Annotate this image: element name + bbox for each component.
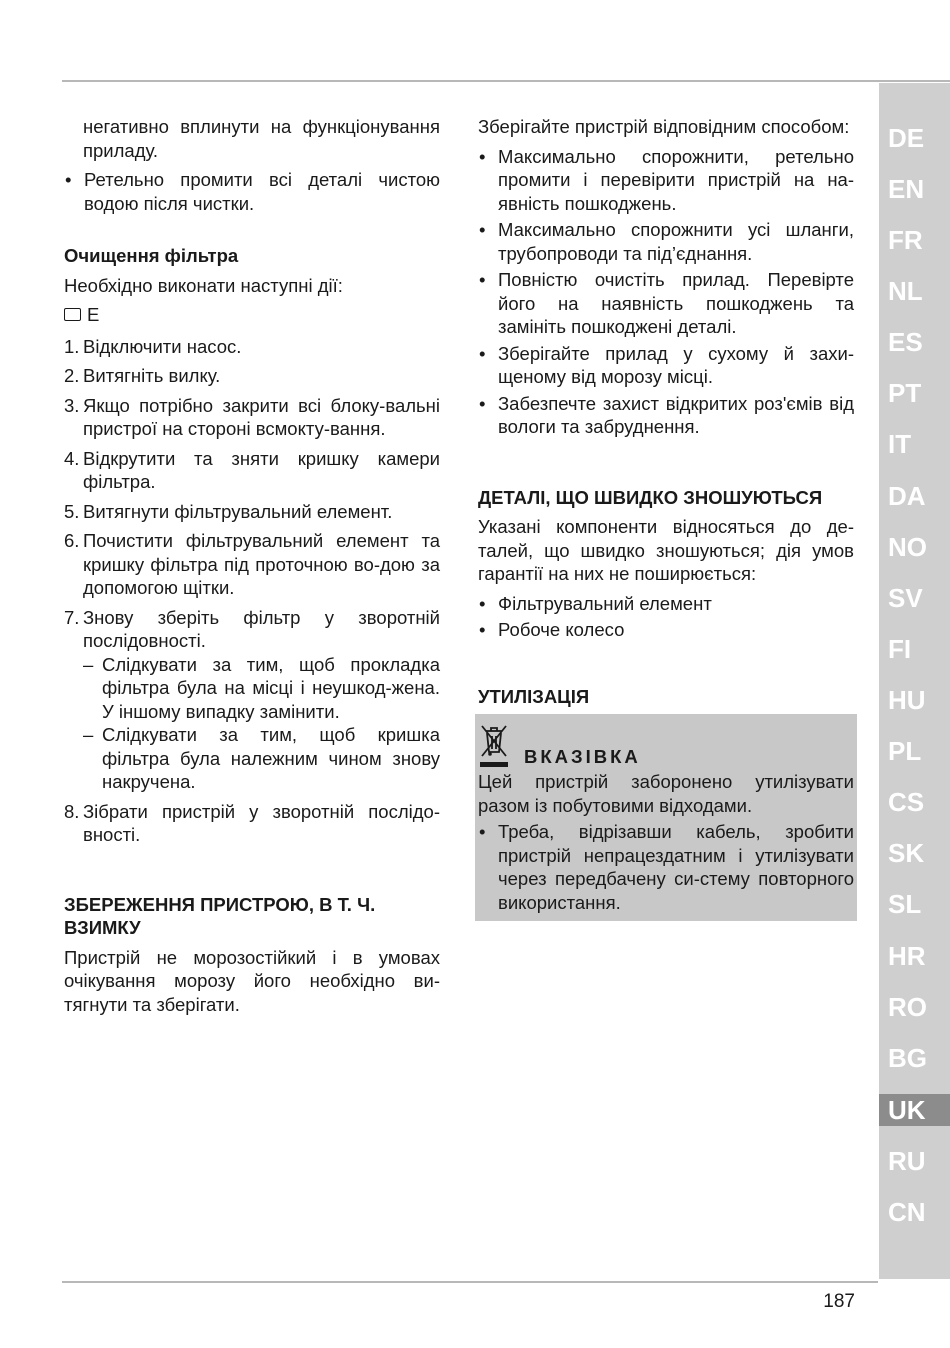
step-item [64, 335, 440, 359]
step-text: Витягніть вилку. [83, 365, 221, 386]
storage-continuation: Зберігайте пристрій відповідним способом: [478, 116, 850, 137]
storage-heading: ЗБЕРЕЖЕННЯ ПРИСТРОЮ, В Т. Ч. ВЗИМКУ [64, 893, 376, 938]
step-number: 6. [64, 530, 80, 551]
language-tab-es[interactable]: ES [888, 327, 923, 357]
disposal-note [475, 714, 857, 921]
top-rule [62, 80, 950, 82]
left-column [64, 115, 440, 1016]
step-7-substeps [83, 653, 440, 794]
step-number: 3. [64, 394, 80, 416]
wear-parts-bullets [478, 592, 854, 642]
language-tab-fr[interactable]: FR [888, 225, 923, 255]
page-number: 187 [823, 1291, 855, 1312]
step-text: Витягнути фільтрувальний елемент. [83, 500, 393, 522]
language-tab-nl[interactable]: NL [888, 276, 923, 306]
crossed-out-bin-icon [478, 722, 510, 768]
note-text: Цей пристрій заборонено утилізувати разом із побутовими відходами. [478, 771, 854, 816]
language-tab-hr[interactable]: HR [888, 941, 926, 971]
step-number: 1. [64, 335, 80, 357]
list-item: • Робоче колесо [478, 618, 854, 642]
language-tab-cn[interactable]: CN [888, 1197, 926, 1227]
step-text: Відкрутити та зняти кришку камери фільтра. [83, 447, 440, 492]
language-tab-pt[interactable]: PT [888, 378, 922, 408]
step-text: Почистити фільтрувальний елемент та кришку фільтра під проточною во-дою за допомогою щітки. [83, 530, 440, 598]
language-tab-fi[interactable]: FI [888, 634, 912, 664]
bottom-rule [62, 1281, 878, 1283]
step-item [64, 447, 440, 494]
figure-reference [64, 303, 99, 327]
step-item [64, 529, 440, 600]
storage-bullets [478, 145, 854, 439]
step-text: Якщо потрібно закрити всі блоку-вальні пристрої на стороні всмокту-вання. [83, 394, 440, 439]
language-tab-sk[interactable]: SK [888, 838, 925, 868]
step-number: 5. [64, 500, 80, 522]
language-tab-ru[interactable]: RU [888, 1146, 926, 1176]
step-number: 2. [64, 365, 80, 386]
step-number: 7. [64, 606, 80, 628]
intro-continuation: негативно вплинути на функціонування приладу. [83, 116, 440, 161]
wear-parts-text: Указані компоненти відносяться до де-талей, що швидко зношуються; дія умов гарантії на них не поширюється: [478, 516, 854, 584]
language-tab-hu[interactable]: HU [888, 685, 926, 715]
filter-intro: Необхідно виконати наступні дії: [64, 274, 343, 296]
step-item [64, 394, 440, 441]
list-item: • Фільтрувальний елемент [478, 592, 854, 616]
step-item [64, 364, 440, 388]
language-tab-en[interactable]: EN [888, 174, 925, 204]
language-tab-da[interactable]: DA [888, 481, 926, 511]
language-tab-de[interactable]: DE [888, 123, 925, 153]
list-item: • Ретельно промити всі деталі чистою водою після чистки. [64, 168, 440, 215]
filter-steps [64, 335, 440, 847]
step-item [64, 500, 440, 524]
language-tab-it[interactable]: IT [888, 429, 912, 459]
language-tab-no[interactable]: NO [888, 532, 927, 562]
language-tab-sl[interactable]: SL [888, 889, 922, 919]
step-text: Відключити насос. [83, 335, 242, 357]
step-item [64, 800, 440, 847]
list-item: • Максимально спорожнити усі шланги, трубопроводи та під’єднання. [478, 218, 854, 265]
filter-cleaning-heading: Очищення фільтра [64, 245, 239, 266]
list-item: • Повністю очистіть прилад. Перевірте його на наявність пошкоджень та замініть пошкоджені деталі. [478, 268, 854, 339]
list-item: • Максимально спорожнити, ретельно промити і перевірити пристрій на на-явність пошкоджень. [478, 145, 854, 216]
list-item: • Треба, відрізавши кабель, зробити пристрій непрацездатним і утилізувати через передбачену си-стему повторного використання. [478, 820, 854, 914]
right-column [478, 115, 854, 921]
language-tab-pl[interactable]: PL [888, 736, 922, 766]
substep-item: – Слідкувати за тим, щоб прокладка фільтра була на місці і неушкод-жена. У іншому випадку замінити. [83, 653, 440, 724]
step-item [64, 606, 440, 794]
step-number: 4. [64, 447, 80, 469]
intro-bullets [64, 168, 440, 215]
language-sidebar [879, 83, 950, 1279]
list-item: • Забезпечте захист відкритих роз'ємів від вологи та забруднення. [478, 392, 854, 439]
note-bullets [478, 820, 854, 914]
substep-item: – Слідкувати за тим, щоб кришка фільтра була належним чином знову накручена. [83, 723, 440, 794]
list-item: • Зберігайте прилад у сухому й захи-щеному від морозу місці. [478, 342, 854, 389]
step-text: Зібрати пристрій у зворотній послідо-вності. [83, 800, 440, 845]
wear-parts-heading: ДЕТАЛІ, ЩО ШВИДКО ЗНОШУЮТЬСЯ [478, 486, 823, 508]
step-number: 8. [64, 800, 80, 822]
language-tab-bg[interactable]: BG [888, 1043, 927, 1073]
note-title: ВКАЗІВКА [524, 745, 641, 767]
storage-text: Пристрій не морозостійкий і в умовах очікування морозу його необхідно ви-тягнути та зберігати. [64, 946, 440, 1015]
language-tab-sv[interactable]: SV [888, 583, 923, 613]
language-tab-cs[interactable]: CS [888, 787, 925, 817]
figure-icon [64, 308, 81, 321]
language-tab-uk[interactable]: UK [879, 1094, 950, 1126]
language-tab-ro[interactable]: RO [888, 992, 927, 1022]
figure-reference-label: E [87, 304, 100, 325]
disposal-heading: УТИЛІЗАЦІЯ [478, 685, 590, 707]
note-header [478, 722, 854, 768]
step-text: Знову зберіть фільтр у зворотній послідовності. [83, 606, 440, 651]
